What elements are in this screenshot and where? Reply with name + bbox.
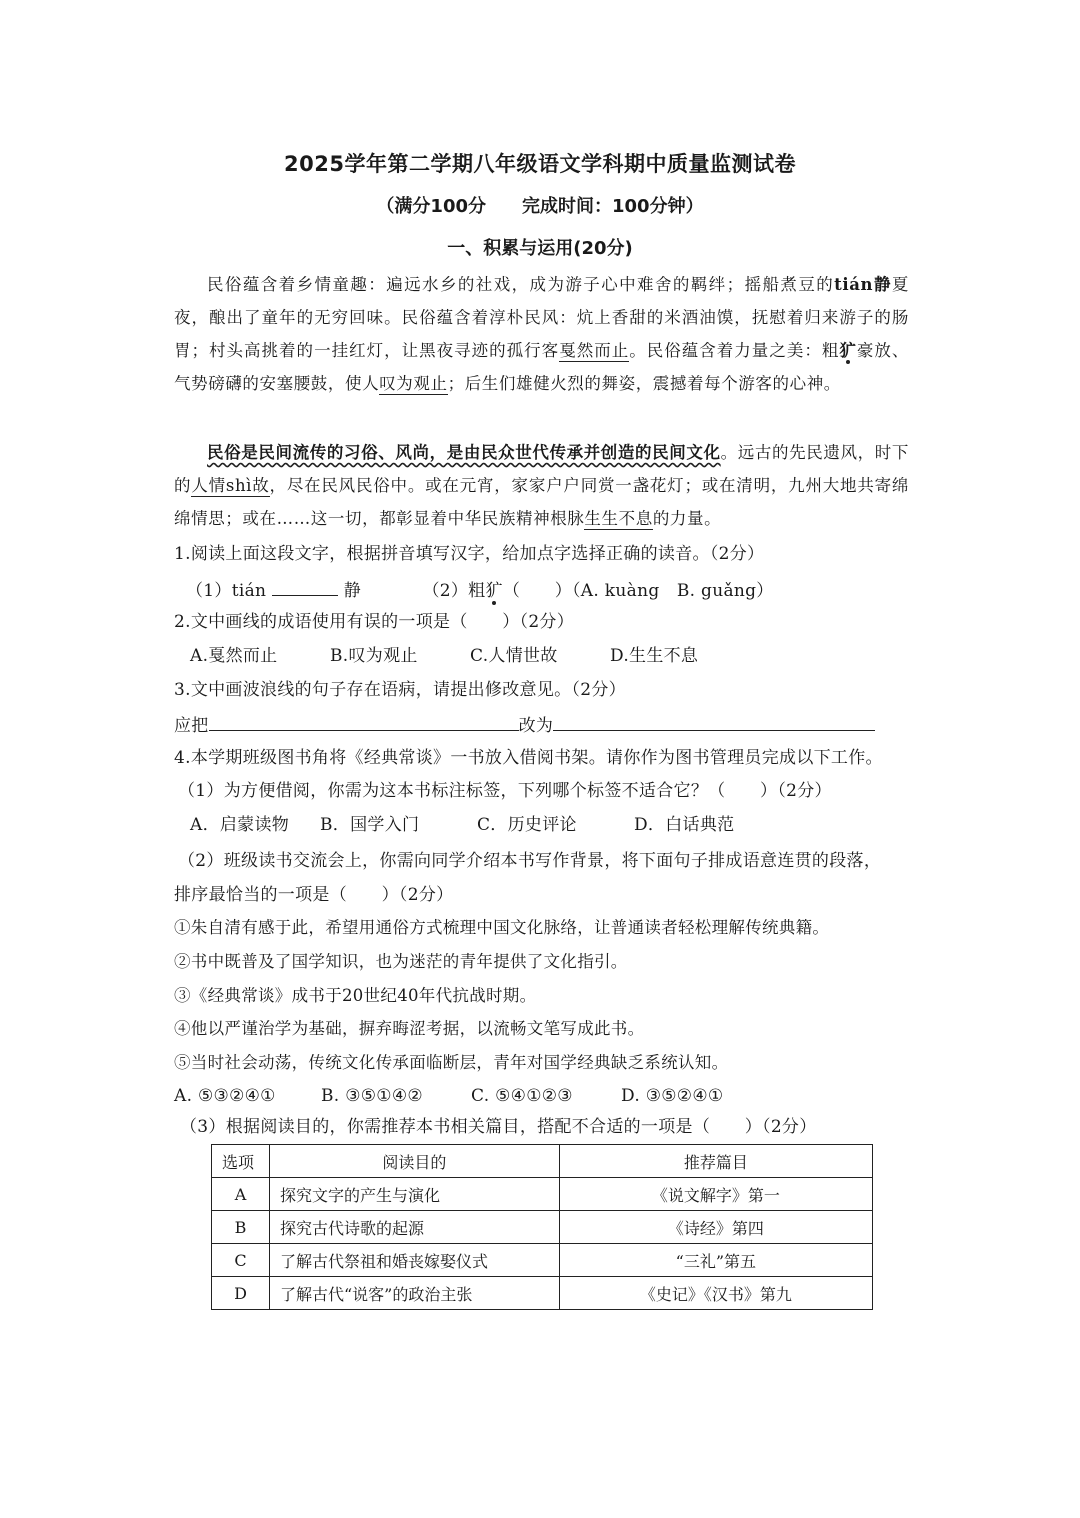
idiom-underlined-d: 生生不息 (584, 509, 653, 528)
question-2-options (190, 644, 930, 668)
table-cell: “三礼”第五 (559, 1244, 872, 1277)
section-heading: 一、积累与运用(20分) (447, 238, 633, 259)
q3-label-b: 改为 (518, 716, 554, 736)
wavy-sentence: 民俗是民间流传的习俗、风尚，是由民众世代传承并创造的民间文化 (207, 443, 721, 462)
question-4-sub1-options (190, 813, 930, 837)
table-cell: 《说文解字》第一 (559, 1178, 872, 1211)
passage2-text-3: 的力量。 (652, 509, 722, 528)
table-cell: B (212, 1211, 270, 1244)
sentence-4: ④他以严谨治学为基础，摒弃晦涩考据，以流畅文笔写成此书。 (174, 1019, 645, 1038)
q4-sub2-option-d[interactable]: D. ③⑤②④① (621, 1086, 724, 1106)
table-header-cell: 选项 (212, 1145, 270, 1178)
question-4-sub3: （3）根据阅读目的，你需推荐本书相关篇目，搭配不合适的一项是（ ）（2分） (180, 1117, 817, 1137)
q4-sub1-option-d[interactable]: D．白话典范 (634, 815, 735, 835)
passage1-text-2: 夏夜，酿出了童年的无穷回味。民俗蕴含着淳朴民风：炕上香甜的米酒油馍，抚慰着归来游子的肠胃；村头高挑着的一挂红灯，让黑夜寻迹的孤行客 (174, 275, 910, 360)
q1-part2-options: （ ）（A. kuàng B. guǎng） (502, 581, 774, 601)
q4-sub1-option-c[interactable]: C．历史评论 (477, 815, 577, 835)
q1-dotted-char: 犷 (485, 581, 503, 601)
q2-option-d[interactable]: D.生生不息 (610, 646, 699, 666)
question-4: 4.本学期班级图书角将《经典常谈》一书放入借阅书架。请你作为图书管理员完成以下工作。 (174, 748, 883, 768)
reading-table (211, 1144, 873, 1310)
table-header-cell: 阅读目的 (269, 1145, 559, 1178)
passage-paragraph-1 (174, 268, 909, 400)
q3-blank-a[interactable] (209, 712, 519, 731)
table-cell: 探究文字的产生与演化 (269, 1178, 559, 1211)
q4-sub2-option-b[interactable]: B. ③⑤①④② (321, 1086, 423, 1106)
table-cell: 了解古代“说客”的政治主张 (269, 1277, 559, 1310)
q4-sub1-option-b[interactable]: B．国学入门 (320, 815, 420, 835)
q1-part1-char: 静 (343, 581, 362, 601)
idiom-underlined-a: 戛然而止 (559, 341, 630, 360)
pinyin-tian: tián (834, 275, 874, 294)
q2-option-b[interactable]: B.叹为观止 (330, 646, 418, 666)
passage1-text-4: 豪放、气势磅礴的安塞腰鼓，使人 (174, 341, 909, 393)
table-row (212, 1244, 873, 1277)
table-cell: C (212, 1244, 270, 1277)
question-3-answer (174, 712, 914, 738)
q3-label-a: 应把 (174, 716, 209, 736)
table-header-cell: 推荐篇目 (559, 1145, 872, 1178)
question-4-sub2-line1: （2）班级读书交流会上，你需向同学介绍本书写作背景，将下面句子排成语意连贯的段落， (178, 851, 882, 871)
table-header-row (212, 1145, 873, 1178)
q2-option-c[interactable]: C.人情世故 (470, 646, 558, 666)
table-row (212, 1211, 873, 1244)
q4-sub2-option-a[interactable]: A. ⑤③②④① (174, 1086, 276, 1106)
sentence-1: ①朱自清有感于此，希望用通俗方式梳理中国文化脉络，让普通读者轻松理解传统典籍。 (174, 918, 830, 937)
passage1-text-1: 民俗蕴含着乡情童趣：遍远水乡的社戏，成为游子心中难舍的羁绊；摇船煮豆的 (207, 275, 835, 294)
table-row (212, 1277, 873, 1310)
table-cell: 了解古代祭祖和婚丧嫁娶仪式 (269, 1244, 559, 1277)
question-1-parts (186, 577, 926, 603)
passage1-text-5: ；后生们雄健火烈的舞姿，震撼着每个游客的心神。 (447, 374, 841, 393)
table-cell: 探究古代诗歌的起源 (269, 1211, 559, 1244)
table-cell: A (212, 1178, 270, 1211)
q4-sub2-option-c[interactable]: C. ⑤④①②③ (471, 1086, 573, 1106)
passage-paragraph-2 (174, 436, 909, 535)
question-4-sub1: （1）为方便借阅，你需为这本书标注标签，下列哪个标签不适合它？（ ）（2分） (178, 781, 832, 801)
question-1: 1.阅读上面这段文字，根据拼音填写汉字，给加点字选择正确的读音。（2分） (174, 544, 765, 564)
question-2: 2.文中画线的成语使用有误的一项是（ ）（2分） (174, 612, 575, 632)
table-cell: D (212, 1277, 270, 1310)
char-jing: 静 (873, 275, 892, 294)
dotted-char-kuang: 犷 (839, 341, 857, 360)
table-cell: 《史记》《汉书》第九 (559, 1277, 872, 1310)
idiom-underlined-c: 人情shì故 (191, 476, 270, 495)
sentence-3: ③《经典常谈》成书于20世纪40年代抗战时期。 (174, 986, 537, 1005)
passage2-text-2: ，尽在民风民俗中。或在元宵，家家户户同赏一盏花灯；或在清明，九州大地共寄绵绵情思；或在……这一切，都彰显着中华民族精神根脉 (174, 476, 909, 528)
question-4-sub2-line2: 排序最恰当的一项是（ ）（2分） (174, 885, 454, 905)
q3-blank-b[interactable] (553, 712, 875, 731)
q1-part1-label: （1）tián (186, 581, 267, 601)
exam-subtitle: （满分100分 完成时间：100分钟） (376, 196, 704, 217)
q1-part2-label: （2）粗 (422, 581, 486, 601)
table-row (212, 1178, 873, 1211)
q2-option-a[interactable]: A.戛然而止 (190, 646, 278, 666)
sentence-5: ⑤当时社会动荡，传统文化传承面临断层，青年对国学经典缺乏系统认知。 (174, 1053, 729, 1072)
table-cell: 《诗经》第四 (559, 1211, 872, 1244)
question-4-sub2-options (174, 1084, 914, 1108)
passage1-text-3: 。民俗蕴含着力量之美：粗 (629, 341, 840, 360)
sentence-2: ②书中既普及了国学知识，也为迷茫的青年提供了文化指引。 (174, 952, 628, 971)
q1-blank[interactable] (272, 577, 338, 596)
question-3: 3.文中画波浪线的句子存在语病，请提出修改意见。（2分） (174, 680, 626, 700)
idiom-underlined-b: 叹为观止 (379, 374, 448, 393)
exam-title: 2025学年第二学期八年级语文学科期中质量监测试卷 (284, 152, 796, 176)
passage2-text-1: 。远古的先民遗风，时下的 (174, 443, 909, 495)
q4-sub1-option-a[interactable]: A．启蒙读物 (190, 815, 290, 835)
